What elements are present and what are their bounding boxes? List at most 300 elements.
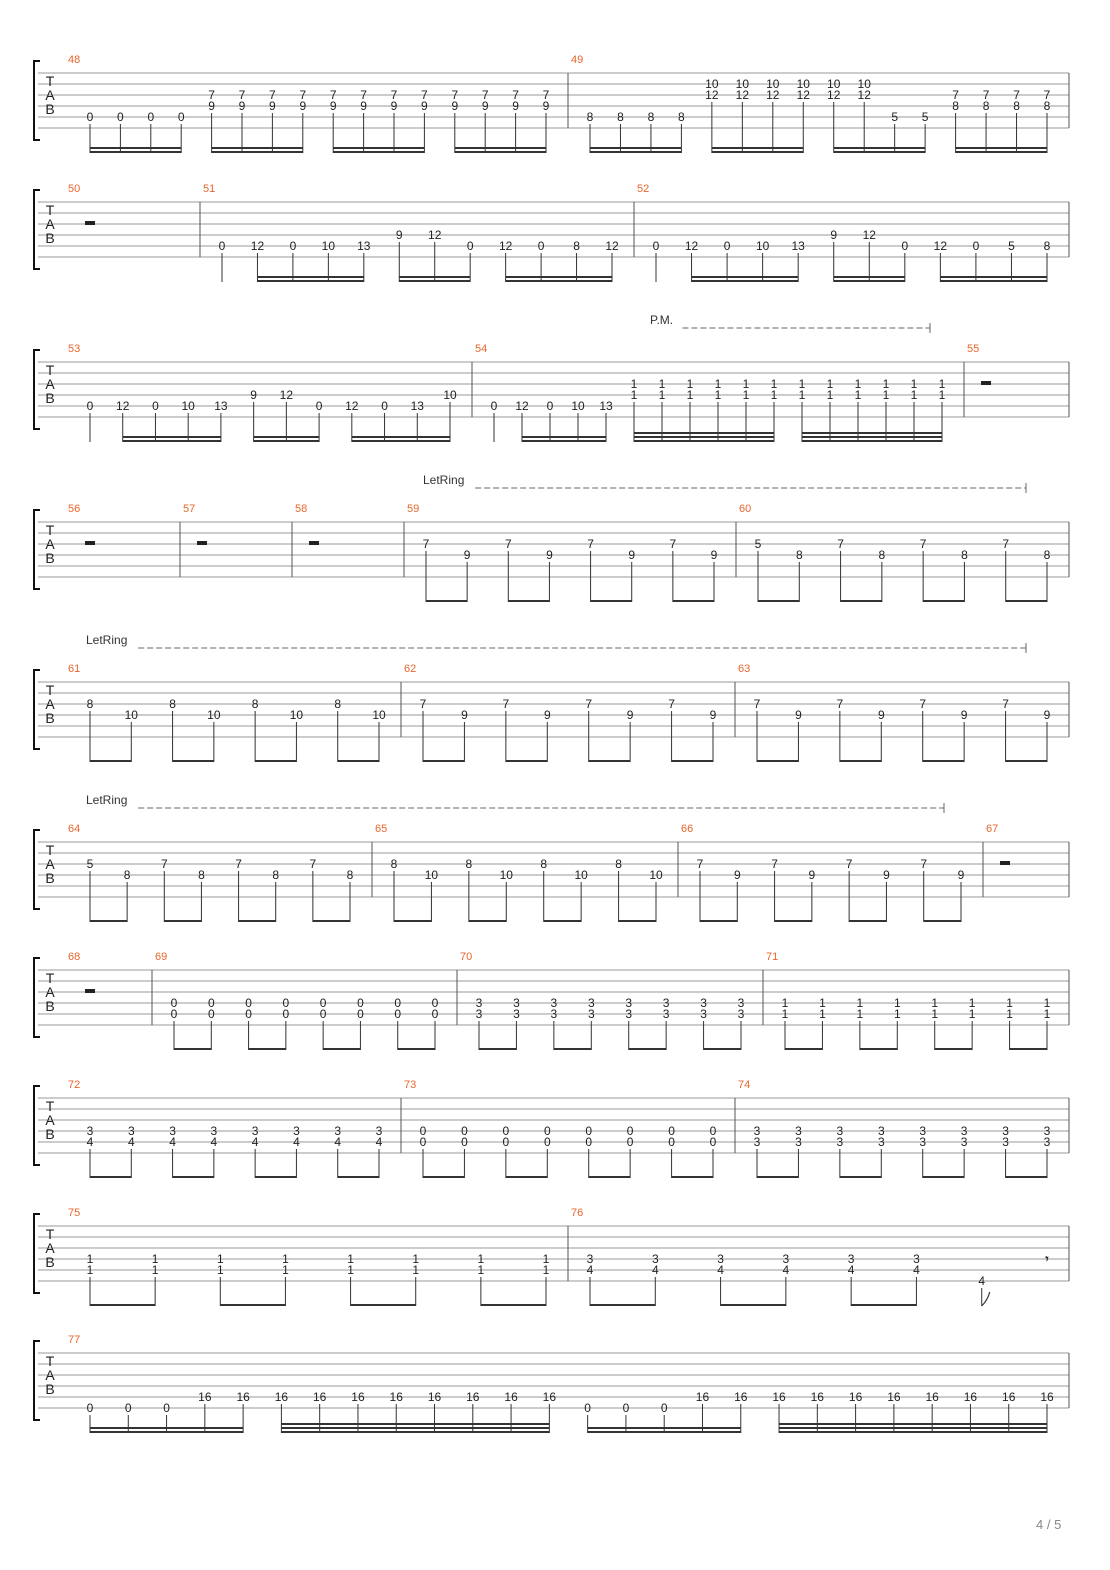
note-beam	[779, 1427, 1047, 1429]
fret-number: 0	[652, 239, 660, 253]
note-beam	[212, 151, 303, 153]
fret-number: 9	[395, 228, 403, 242]
fret-number: 9	[877, 708, 885, 722]
measure	[183, 503, 207, 545]
fret-number: 8	[615, 857, 622, 871]
fret-number: 1	[856, 996, 864, 1010]
fret-number: 7	[329, 88, 337, 102]
fret-number: 0	[207, 1007, 215, 1021]
fret-number: 3	[836, 1135, 844, 1149]
fret-number: 1	[742, 388, 750, 402]
fret-number: 9	[883, 868, 890, 882]
fret-number: 10	[649, 868, 663, 882]
measure	[68, 951, 95, 993]
fret-number: 0	[709, 1135, 717, 1149]
fret-number: 1	[686, 377, 694, 391]
fret-number: 1	[770, 388, 778, 402]
fret-number: 12	[515, 399, 529, 413]
fret-number: 7	[668, 697, 675, 711]
fret-number: 7	[208, 88, 215, 102]
tab-clef-letter: A	[45, 376, 55, 392]
fret-number: 7	[982, 88, 990, 102]
fret-number: 0	[207, 996, 215, 1010]
fret-number: 3	[737, 1007, 745, 1021]
fret-number: 4	[169, 1135, 176, 1149]
fret-number: 9	[960, 708, 968, 722]
fret-number: 8	[1013, 99, 1020, 113]
measure-number: 48	[68, 54, 81, 66]
note-beam	[220, 1304, 285, 1306]
fret-number: 3	[753, 1124, 761, 1138]
fret-number: 0	[490, 399, 498, 413]
note-beam	[588, 1431, 741, 1433]
fret-number: 0	[723, 239, 731, 253]
tab-clef-letter: T	[45, 202, 55, 218]
fret-number: 8	[198, 868, 205, 882]
fret-number: 1	[882, 388, 890, 402]
fret-number: 4	[847, 1263, 855, 1277]
fret-number: 4	[913, 1263, 920, 1277]
measure-number: 51	[203, 183, 216, 195]
staff-system	[34, 793, 1069, 922]
fret-number: 3	[1002, 1124, 1009, 1138]
measure	[475, 343, 946, 442]
fret-number: 0	[668, 1124, 675, 1138]
fret-number: 7	[419, 697, 427, 711]
note-beam	[802, 432, 942, 434]
fret-number: 0	[626, 1135, 634, 1149]
tab-clef-letter: T	[45, 1098, 55, 1114]
fret-number: 13	[357, 239, 371, 253]
fret-number: 0	[170, 1007, 178, 1021]
fret-number: 8	[952, 99, 959, 113]
note-beam	[588, 1427, 741, 1429]
fret-number: 0	[585, 1135, 593, 1149]
fret-number: 10	[207, 708, 221, 722]
fret-number: 3	[86, 1124, 94, 1138]
note-beam	[590, 147, 681, 149]
note-beam	[90, 1304, 155, 1306]
note-beam	[399, 280, 470, 282]
fret-number: 7	[1002, 697, 1009, 711]
fret-number: 1	[968, 996, 976, 1010]
measure	[203, 183, 619, 282]
fret-number: 3	[836, 1124, 844, 1138]
fret-number: 1	[412, 1252, 420, 1266]
fret-number: 5	[891, 110, 899, 124]
note-beam	[672, 760, 713, 762]
tab-clef-letter: A	[45, 87, 55, 103]
fret-number: 9	[208, 99, 215, 113]
fret-number: 7	[919, 697, 927, 711]
fret-number: 0	[461, 1124, 468, 1138]
measure	[571, 54, 1051, 153]
fret-number: 9	[329, 99, 337, 113]
fret-number: 4	[375, 1135, 383, 1149]
fret-number: 0	[245, 1007, 252, 1021]
note-beam	[619, 920, 656, 922]
note-beam	[249, 1048, 286, 1050]
fret-number: 0	[543, 1135, 551, 1149]
fret-number: 16	[236, 1390, 250, 1404]
fret-number: 1	[910, 388, 918, 402]
note-beam	[704, 1048, 741, 1050]
fret-number: 16	[313, 1390, 327, 1404]
fret-number: 13	[599, 399, 613, 413]
measure-number: 56	[68, 503, 81, 515]
measure-number: 55	[967, 343, 980, 355]
note-beam	[629, 1048, 666, 1050]
fret-number: 1	[798, 388, 806, 402]
fret-number: 3	[1002, 1135, 1009, 1149]
staff-system	[34, 54, 1069, 153]
tab-clef-letter: B	[45, 1381, 55, 1397]
staff-system	[34, 951, 1069, 1050]
note-beam	[692, 280, 799, 282]
fret-number: 16	[848, 1390, 863, 1404]
staff-system	[34, 473, 1069, 602]
fret-number: 0	[466, 239, 474, 253]
fret-number: 8	[123, 868, 131, 882]
fret-number: 1	[714, 377, 722, 391]
fret-number: 7	[952, 88, 959, 102]
note-beam	[634, 436, 774, 438]
fret-number: 8	[1043, 548, 1051, 562]
note-beam	[323, 1048, 360, 1050]
fret-number: 16	[772, 1390, 786, 1404]
fret-number: 7	[422, 537, 430, 551]
fret-number: 4	[334, 1135, 342, 1149]
fret-number: 9	[710, 548, 718, 562]
measure	[637, 183, 1051, 282]
note-beam	[1006, 760, 1047, 762]
note-beam	[775, 920, 812, 922]
note-beam	[522, 436, 606, 438]
staff-system	[34, 1079, 1069, 1178]
fret-number: 1	[856, 1007, 864, 1021]
note-beam	[506, 276, 612, 278]
note-beam	[455, 151, 546, 153]
fret-number: 8	[961, 548, 968, 562]
fret-number: 10	[124, 708, 138, 722]
note-beam	[591, 600, 632, 602]
measure	[986, 823, 1010, 865]
measure	[68, 1079, 383, 1178]
measure	[738, 663, 1051, 762]
note-beam	[173, 760, 214, 762]
measure-number: 71	[766, 951, 779, 963]
measure	[68, 1334, 1054, 1433]
fret-number: 0	[972, 239, 980, 253]
fret-number: 4	[782, 1263, 790, 1277]
tab-clef-letter: A	[45, 536, 55, 552]
fret-number: 10	[424, 868, 439, 882]
note-beam	[90, 147, 181, 149]
measure	[68, 1207, 550, 1306]
fret-number: 10	[443, 388, 457, 402]
fret-number: 4	[86, 1135, 94, 1149]
staff-system	[34, 183, 1069, 282]
fret-number: 1	[542, 1252, 550, 1266]
fret-number: 3	[169, 1124, 176, 1138]
fret-number: 13	[214, 399, 228, 413]
fret-number: 0	[584, 1401, 591, 1415]
note-beam	[1006, 600, 1047, 602]
fret-number: 0	[901, 239, 909, 253]
measure-number: 63	[738, 663, 751, 675]
note-beam	[757, 1176, 798, 1178]
note-beam	[352, 436, 450, 438]
fret-number: 0	[152, 399, 159, 413]
tab-clef-letter: A	[45, 1240, 55, 1256]
whole-rest	[85, 989, 95, 993]
whole-rest	[85, 541, 95, 545]
fret-number: 3	[795, 1124, 802, 1138]
fret-number: 7	[836, 697, 844, 711]
fret-number: 10	[499, 868, 513, 882]
fret-number: 16	[351, 1390, 365, 1404]
note-beam	[255, 1176, 296, 1178]
measure	[571, 1207, 1049, 1306]
note-beam	[802, 436, 942, 438]
fret-number: 0	[319, 1007, 327, 1021]
fret-number: 12	[735, 88, 750, 102]
measure	[460, 951, 745, 1050]
fret-number: 3	[753, 1135, 761, 1149]
fret-number: 0	[282, 996, 290, 1010]
fret-number: 3	[550, 1007, 558, 1021]
fret-number: 3	[587, 996, 595, 1010]
eighth-rest: 𝄾	[1045, 1252, 1049, 1266]
fret-number: 0	[461, 1135, 468, 1149]
note-beam	[841, 600, 882, 602]
fret-number: 8	[251, 697, 259, 711]
fret-number: 3	[513, 1007, 520, 1021]
note-beam	[90, 1427, 243, 1429]
measure-number: 50	[68, 183, 81, 195]
fret-number: 7	[360, 88, 367, 102]
measure-number: 72	[68, 1079, 81, 1091]
fret-number: 8	[169, 697, 176, 711]
fret-number: 9	[461, 708, 468, 722]
fret-number: 4	[293, 1135, 300, 1149]
fret-number: 0	[282, 1007, 290, 1021]
fret-number: 3	[877, 1135, 885, 1149]
fret-number: 7	[235, 857, 242, 871]
fret-number: 8	[1043, 239, 1051, 253]
fret-number: 12	[116, 399, 130, 413]
fret-number: 7	[504, 537, 512, 551]
fret-number: 16	[925, 1390, 939, 1404]
tab-clef-letter: T	[45, 970, 55, 986]
fret-number: 1	[86, 1252, 94, 1266]
fret-number: 10	[321, 239, 336, 253]
note-beam	[254, 440, 319, 442]
fret-number: 3	[334, 1124, 342, 1138]
fret-number: 9	[360, 99, 367, 113]
fret-number: 1	[151, 1252, 159, 1266]
note-flag	[982, 1292, 990, 1306]
fret-number: 16	[963, 1390, 978, 1404]
fret-number: 3	[960, 1135, 968, 1149]
fret-number: 8	[573, 239, 580, 253]
fret-number: 1	[781, 1007, 789, 1021]
fret-number: 16	[427, 1390, 442, 1404]
fret-number: 10	[571, 399, 585, 413]
fret-number: 0	[419, 1124, 427, 1138]
fret-number: 7	[421, 88, 428, 102]
fret-number: 0	[622, 1401, 630, 1415]
note-beam	[313, 920, 350, 922]
fret-number: 7	[753, 697, 761, 711]
note-beam	[634, 432, 774, 434]
fret-number: 8	[272, 868, 280, 882]
fret-number: 0	[86, 399, 94, 413]
measure	[68, 663, 386, 762]
fret-number: 7	[1013, 88, 1020, 102]
fret-number: 7	[160, 857, 168, 871]
fret-number: 9	[626, 708, 634, 722]
fret-number: 7	[585, 697, 593, 711]
measure-number: 65	[375, 823, 388, 835]
note-beam	[779, 1423, 1047, 1425]
fret-number: 9	[463, 548, 471, 562]
fret-number: 0	[124, 1401, 132, 1415]
fret-number: 3	[127, 1124, 135, 1138]
fret-number: 0	[86, 1401, 94, 1415]
playing-technique-label: LetRing	[423, 473, 465, 487]
fret-number: 16	[466, 1390, 480, 1404]
fret-number: 9	[421, 99, 428, 113]
fret-number: 1	[1043, 996, 1051, 1010]
note-beam	[394, 920, 431, 922]
measure	[766, 951, 1051, 1050]
fret-number: 3	[737, 996, 745, 1010]
tab-clef-letter: T	[45, 1226, 55, 1242]
tab-clef-letter: T	[45, 842, 55, 858]
whole-rest	[85, 221, 95, 225]
fret-number: 16	[810, 1390, 824, 1404]
fret-number: 16	[1040, 1390, 1054, 1404]
fret-number: 9	[733, 868, 741, 882]
note-beam	[634, 440, 774, 442]
note-beam	[923, 1176, 964, 1178]
measure-number: 68	[68, 951, 81, 963]
fret-number: 16	[542, 1390, 557, 1404]
fret-number: 10	[735, 77, 750, 91]
note-beam	[508, 600, 549, 602]
fret-number: 5	[921, 110, 929, 124]
note-beam	[589, 1176, 630, 1178]
fret-number: 7	[920, 857, 928, 871]
staff-system	[34, 1207, 1069, 1306]
note-beam	[522, 440, 606, 442]
fret-number: 7	[771, 857, 778, 871]
note-beam	[840, 760, 881, 762]
fret-number: 1	[910, 377, 918, 391]
measure-number: 64	[68, 823, 81, 835]
note-beam	[834, 151, 925, 153]
fret-number: 3	[782, 1252, 790, 1266]
fret-number: 1	[347, 1252, 354, 1266]
note-beam	[212, 147, 303, 149]
fret-number: 5	[86, 857, 94, 871]
fret-number: 3	[1043, 1135, 1051, 1149]
fret-number: 12	[705, 88, 719, 102]
measure	[407, 503, 718, 602]
fret-number: 1	[854, 388, 862, 402]
note-beam	[834, 280, 905, 282]
measure	[375, 823, 663, 922]
note-beam	[426, 600, 467, 602]
fret-number: 7	[696, 857, 704, 871]
tab-clef-letter: A	[45, 216, 55, 232]
fret-number: 9	[830, 228, 838, 242]
note-beam	[757, 760, 798, 762]
fret-number: 7	[542, 88, 550, 102]
fret-number: 13	[791, 239, 805, 253]
fret-number: 3	[913, 1252, 920, 1266]
fret-number: 9	[957, 868, 965, 882]
measure-number: 69	[155, 951, 168, 963]
fret-number: 0	[289, 239, 297, 253]
tab-clef-letter: B	[45, 101, 55, 117]
measure-number: 67	[986, 823, 999, 835]
fret-number: 16	[734, 1390, 748, 1404]
fret-number: 1	[938, 377, 946, 391]
note-beam	[281, 1431, 549, 1433]
fret-number: 12	[345, 399, 359, 413]
note-beam	[840, 1176, 881, 1178]
fret-number: 8	[1043, 99, 1051, 113]
fret-number: 0	[394, 996, 402, 1010]
fret-number: 1	[477, 1263, 485, 1277]
note-beam	[481, 1304, 546, 1306]
measure	[295, 503, 319, 545]
fret-number: 9	[808, 868, 816, 882]
note-beam	[923, 760, 964, 762]
playing-technique-label: LetRing	[86, 633, 128, 647]
fret-number: 3	[651, 1252, 659, 1266]
measure	[681, 823, 965, 922]
note-beam	[164, 920, 201, 922]
fret-number: 3	[375, 1124, 383, 1138]
tab-clef-letter: T	[45, 73, 55, 89]
fret-number: 16	[695, 1390, 710, 1404]
measure-number: 66	[681, 823, 694, 835]
fret-number: 3	[662, 1007, 670, 1021]
note-beam	[469, 920, 506, 922]
note-beam	[90, 1431, 243, 1433]
staff-system	[34, 313, 1069, 442]
fret-number: 12	[279, 388, 294, 402]
fret-number: 1	[770, 377, 778, 391]
fret-number: 9	[709, 708, 717, 722]
fret-number: 1	[826, 377, 834, 391]
fret-number: 3	[1043, 1124, 1051, 1138]
fret-number: 12	[428, 228, 442, 242]
tab-clef-letter: B	[45, 1254, 55, 1270]
note-beam	[281, 1423, 549, 1425]
fret-number: 3	[847, 1252, 855, 1266]
note-beam	[590, 151, 681, 153]
measure-number: 74	[738, 1079, 751, 1091]
fret-number: 1	[630, 388, 638, 402]
fret-number: 10	[796, 77, 810, 91]
fret-number: 10	[705, 77, 719, 91]
staff-system	[34, 1334, 1069, 1433]
note-beam	[834, 147, 925, 149]
